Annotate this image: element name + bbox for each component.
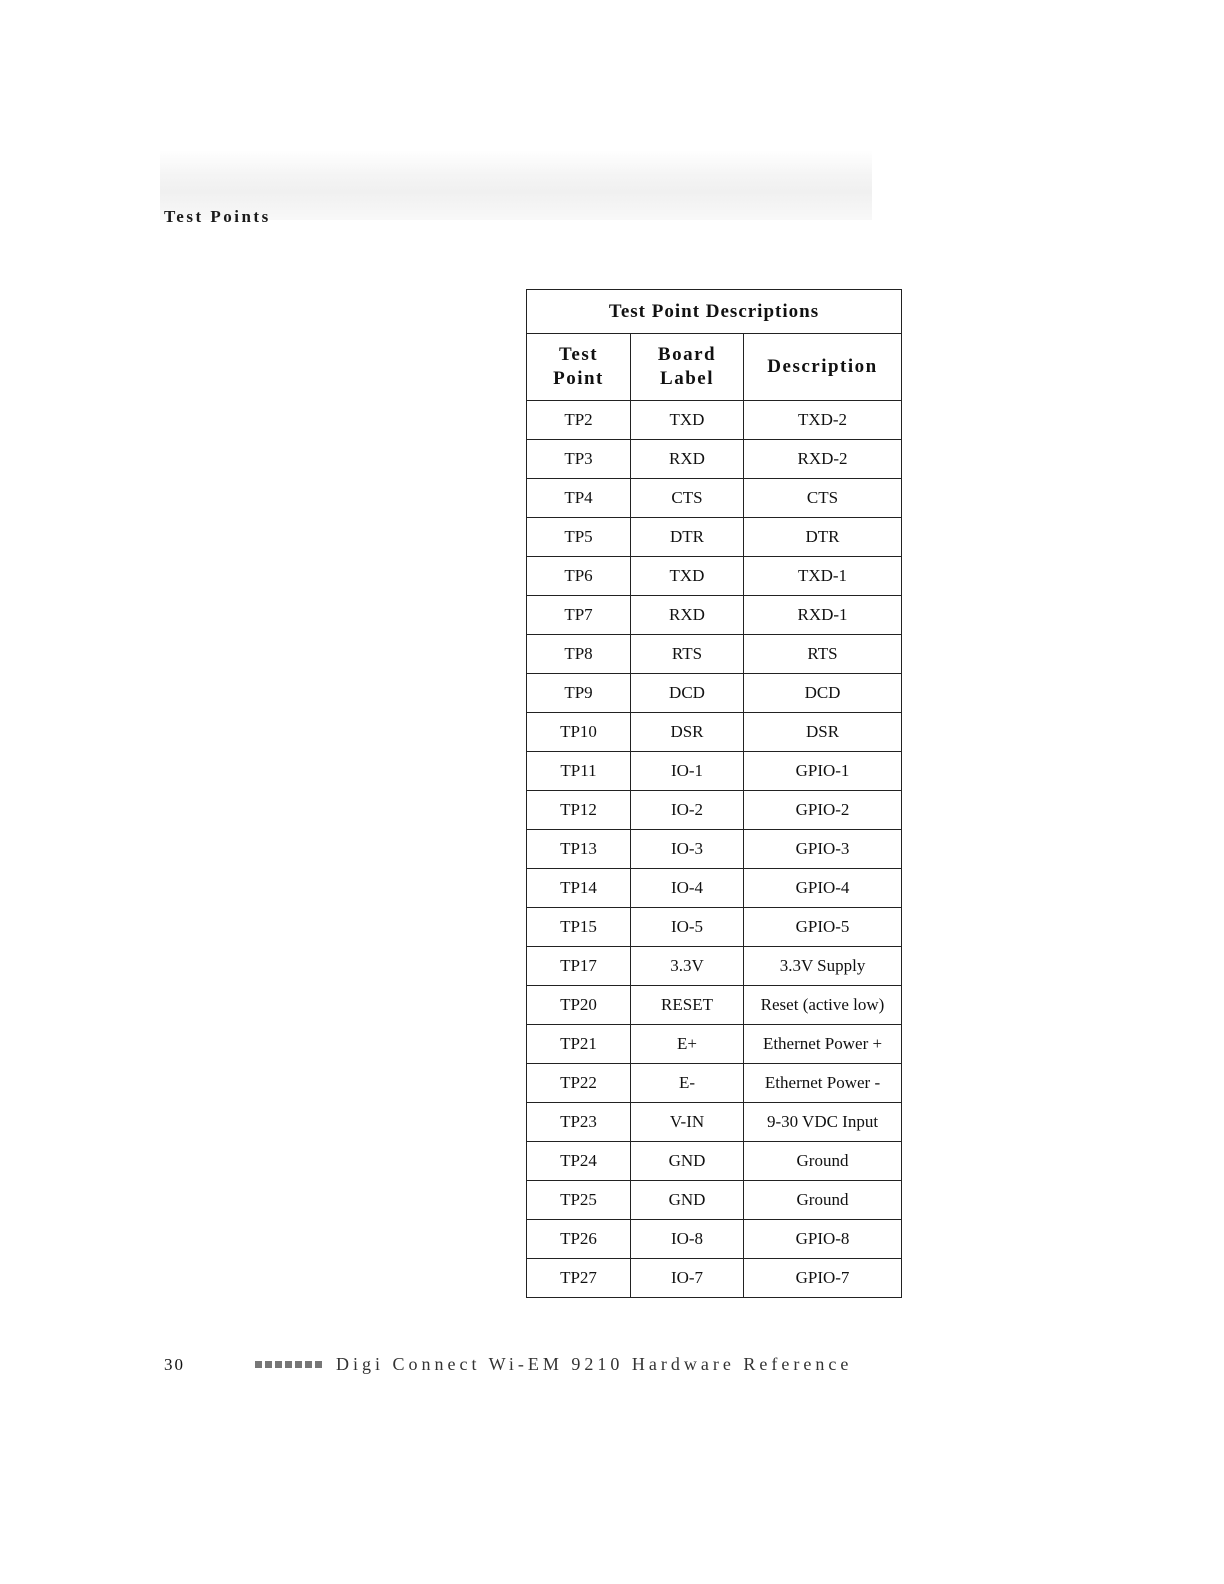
footer-square xyxy=(315,1361,322,1368)
table-row xyxy=(527,908,902,947)
board-label-cell: RTS xyxy=(631,635,744,674)
table-row xyxy=(527,986,902,1025)
header-board-label-line-1: Board xyxy=(657,344,717,365)
description-cell: 3.3V Supply xyxy=(744,947,902,986)
header-test-point-line-1: Test xyxy=(558,344,599,365)
test-point-cell: TP24 xyxy=(527,1142,631,1181)
description-cell: GPIO-1 xyxy=(744,752,902,791)
description-cell: TXD-2 xyxy=(744,401,902,440)
table-row xyxy=(527,947,902,986)
board-label-cell: IO-4 xyxy=(631,869,744,908)
description-cell: TXD-1 xyxy=(744,557,902,596)
test-point-cell: TP10 xyxy=(527,713,631,752)
board-label-cell: E+ xyxy=(631,1025,744,1064)
board-label-cell: RESET xyxy=(631,986,744,1025)
footer-square xyxy=(305,1361,312,1368)
test-point-cell: TP15 xyxy=(527,908,631,947)
table-row xyxy=(527,1025,902,1064)
description-cell: Ground xyxy=(744,1142,902,1181)
footer-square xyxy=(255,1361,262,1368)
footer-square xyxy=(265,1361,272,1368)
table-row xyxy=(527,1220,902,1259)
test-point-table xyxy=(526,289,902,1298)
board-label-cell: DCD xyxy=(631,674,744,713)
footer-document-title: Digi Connect Wi-EM 9210 Hardware Reference xyxy=(336,1354,853,1374)
test-point-cell: TP3 xyxy=(527,440,631,479)
test-point-cell: TP7 xyxy=(527,596,631,635)
description-cell: GPIO-5 xyxy=(744,908,902,947)
table-row xyxy=(527,1259,902,1298)
description-cell: GPIO-7 xyxy=(744,1259,902,1298)
description-cell: Ethernet Power + xyxy=(744,1025,902,1064)
description-cell: Reset (active low) xyxy=(744,986,902,1025)
description-cell: RXD-1 xyxy=(744,596,902,635)
test-point-cell: TP27 xyxy=(527,1259,631,1298)
table-row xyxy=(527,713,902,752)
board-label-cell: IO-3 xyxy=(631,830,744,869)
description-cell: GPIO-4 xyxy=(744,869,902,908)
board-label-cell: IO-5 xyxy=(631,908,744,947)
table-row xyxy=(527,1181,902,1220)
board-label-cell: IO-2 xyxy=(631,791,744,830)
table-row xyxy=(527,752,902,791)
table-row xyxy=(527,596,902,635)
test-point-cell: TP12 xyxy=(527,791,631,830)
board-label-cell: RXD xyxy=(631,440,744,479)
description-cell: GPIO-3 xyxy=(744,830,902,869)
description-cell: RTS xyxy=(744,635,902,674)
board-label-cell: TXD xyxy=(631,401,744,440)
table-row xyxy=(527,401,902,440)
test-point-cell: TP20 xyxy=(527,986,631,1025)
table-row xyxy=(527,1103,902,1142)
table-caption: Test Point Descriptions xyxy=(527,290,902,334)
test-point-cell: TP26 xyxy=(527,1220,631,1259)
description-cell: DSR xyxy=(744,713,902,752)
test-point-cell: TP14 xyxy=(527,869,631,908)
board-label-cell: GND xyxy=(631,1142,744,1181)
board-label-cell: IO-7 xyxy=(631,1259,744,1298)
board-label-cell: V-IN xyxy=(631,1103,744,1142)
test-point-cell: TP13 xyxy=(527,830,631,869)
footer-square xyxy=(295,1361,302,1368)
test-point-cell: TP11 xyxy=(527,752,631,791)
test-point-cell: TP22 xyxy=(527,1064,631,1103)
table-row xyxy=(527,869,902,908)
board-label-cell: E- xyxy=(631,1064,744,1103)
board-label-cell: RXD xyxy=(631,596,744,635)
header-test-point-line-2: Point xyxy=(553,368,604,389)
description-cell: RXD-2 xyxy=(744,440,902,479)
section-title: Test Points xyxy=(164,207,271,226)
board-label-cell: DTR xyxy=(631,518,744,557)
table-row xyxy=(527,557,902,596)
description-cell: 9-30 VDC Input xyxy=(744,1103,902,1142)
board-label-cell: IO-1 xyxy=(631,752,744,791)
table-row xyxy=(527,635,902,674)
table-body xyxy=(527,401,902,1298)
table-row xyxy=(527,479,902,518)
table-row xyxy=(527,674,902,713)
test-point-cell: TP2 xyxy=(527,401,631,440)
table-row xyxy=(527,791,902,830)
table-row xyxy=(527,1064,902,1103)
footer-square xyxy=(275,1361,282,1368)
board-label-cell: DSR xyxy=(631,713,744,752)
test-point-cell: TP4 xyxy=(527,479,631,518)
description-cell: DCD xyxy=(744,674,902,713)
description-cell: Ground xyxy=(744,1181,902,1220)
test-point-cell: TP21 xyxy=(527,1025,631,1064)
board-label-cell: GND xyxy=(631,1181,744,1220)
table-row xyxy=(527,830,902,869)
description-cell: Ethernet Power - xyxy=(744,1064,902,1103)
test-point-cell: TP8 xyxy=(527,635,631,674)
table-row xyxy=(527,440,902,479)
board-label-cell: TXD xyxy=(631,557,744,596)
footer-decoration xyxy=(255,1361,322,1368)
description-cell: GPIO-8 xyxy=(744,1220,902,1259)
header-board-label xyxy=(631,334,744,401)
header-test-point xyxy=(527,334,631,401)
footer-square xyxy=(285,1361,292,1368)
test-point-cell: TP23 xyxy=(527,1103,631,1142)
page-number: 30 xyxy=(164,1355,185,1374)
test-point-cell: TP6 xyxy=(527,557,631,596)
description-cell: CTS xyxy=(744,479,902,518)
board-label-cell: CTS xyxy=(631,479,744,518)
table-row xyxy=(527,518,902,557)
description-cell: DTR xyxy=(744,518,902,557)
header-description: Description xyxy=(744,334,902,401)
test-point-cell: TP5 xyxy=(527,518,631,557)
description-cell: GPIO-2 xyxy=(744,791,902,830)
board-label-cell: IO-8 xyxy=(631,1220,744,1259)
test-point-cell: TP17 xyxy=(527,947,631,986)
header-board-label-line-2: Label xyxy=(660,368,714,389)
board-label-cell: 3.3V xyxy=(631,947,744,986)
test-point-cell: TP25 xyxy=(527,1181,631,1220)
test-point-cell: TP9 xyxy=(527,674,631,713)
table-row xyxy=(527,1142,902,1181)
